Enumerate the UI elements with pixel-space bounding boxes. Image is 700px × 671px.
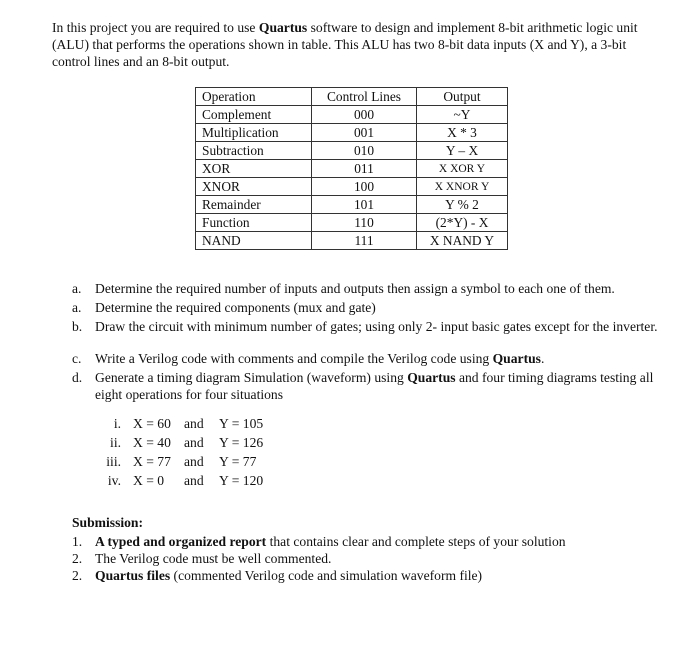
operation-cell: XOR xyxy=(196,160,312,178)
table-header-row xyxy=(196,88,508,106)
output-cell: X NAND Y xyxy=(417,232,508,250)
submission-text xyxy=(95,533,566,550)
task-item xyxy=(72,369,672,403)
operation-cell: Function xyxy=(196,214,312,232)
table-row xyxy=(196,214,508,232)
output-cell: Y – X xyxy=(417,142,508,160)
operation-cell: Complement xyxy=(196,106,312,124)
submission-marker: 1. xyxy=(72,534,83,549)
task-marker: b. xyxy=(72,319,83,334)
table-row xyxy=(196,124,508,142)
task-marker: c. xyxy=(72,351,82,366)
case-x: X = 77 xyxy=(133,454,171,469)
task-text: Determine the required components (mux and gate) xyxy=(95,300,376,315)
task-item xyxy=(72,299,672,316)
case-and: and xyxy=(184,416,204,431)
table-row xyxy=(196,232,508,250)
task-text-end: . xyxy=(540,351,545,366)
case-number: i. xyxy=(113,416,121,431)
test-case xyxy=(96,434,279,453)
table-row xyxy=(196,106,508,124)
task-text-start: Generate a timing diagram Simulation (waveform) using xyxy=(95,370,408,385)
case-x: X = 40 xyxy=(133,435,171,450)
case-number: iii. xyxy=(106,454,121,469)
task-item xyxy=(72,318,672,335)
task-marker: d. xyxy=(72,370,83,385)
case-and: and xyxy=(184,473,204,488)
operation-cell: XNOR xyxy=(196,178,312,196)
task-text-start: Write a Verilog code with comments and compile the Verilog code using xyxy=(95,351,493,366)
control-cell: 011 xyxy=(312,160,417,178)
case-y: Y = 126 xyxy=(219,435,264,450)
task-item xyxy=(72,350,672,367)
case-y: Y = 120 xyxy=(219,473,264,488)
test-case xyxy=(96,415,279,434)
control-cell: 100 xyxy=(312,178,417,196)
case-y: Y = 77 xyxy=(219,454,257,469)
case-x: X = 60 xyxy=(133,416,171,431)
intro-quartus: Quartus xyxy=(258,20,308,35)
output-cell: X XNOR Y xyxy=(417,178,508,196)
control-cell: 010 xyxy=(312,142,417,160)
submission-text xyxy=(95,567,482,584)
task-text: Determine the required number of inputs and outputs then assign a symbol to each one of them. xyxy=(95,281,615,296)
submission-rest: that contains clear and complete steps of your solution xyxy=(266,534,566,549)
case-and: and xyxy=(184,454,204,469)
operation-cell: Remainder xyxy=(196,196,312,214)
test-case xyxy=(96,453,279,472)
header-output: Output xyxy=(417,88,508,106)
submission-marker: 2. xyxy=(72,568,83,583)
submission-marker: 2. xyxy=(72,551,83,566)
case-and: and xyxy=(184,435,204,450)
control-cell: 101 xyxy=(312,196,417,214)
task-text: Draw the circuit with minimum number of gates; using only 2- input basic gates except for the inverter. xyxy=(95,319,658,334)
operations-table xyxy=(195,87,508,250)
submission-rest: (commented Verilog code and simulation waveform file) xyxy=(170,568,483,583)
output-cell: ~Y xyxy=(417,106,508,124)
submission-section xyxy=(72,514,672,584)
case-number: iv. xyxy=(107,473,121,488)
submission-bold: Quartus files xyxy=(95,568,171,583)
table-row xyxy=(196,142,508,160)
task-marker: a. xyxy=(72,281,82,296)
task-list xyxy=(72,280,672,405)
test-cases xyxy=(96,415,279,491)
intro-text-start: In this project you are required to use xyxy=(52,20,259,35)
table-row xyxy=(196,178,508,196)
submission-heading: Submission: xyxy=(72,515,144,530)
submission-text xyxy=(95,550,331,567)
submission-item xyxy=(72,567,672,584)
task-quartus: Quartus xyxy=(407,370,456,385)
submission-item xyxy=(72,550,672,567)
table-row xyxy=(196,196,508,214)
operation-cell: Multiplication xyxy=(196,124,312,142)
task-text xyxy=(95,350,672,367)
intro-paragraph xyxy=(52,19,664,70)
task-quartus: Quartus xyxy=(492,351,541,366)
case-x: X = 0 xyxy=(133,473,165,488)
operation-cell: Subtraction xyxy=(196,142,312,160)
intro-text-end: software to design and implement 8-bit arithmetic logic unit (ALU) that performs the operations shown in table. This ALU has two 8-bit data inputs (X and Y), a 3-bit control lines and an 8-bit output. xyxy=(52,20,638,69)
control-cell: 110 xyxy=(312,214,417,232)
submission-bold: A typed and organized report xyxy=(95,534,267,549)
submission-rest: The Verilog code must be well commented. xyxy=(95,551,332,566)
output-cell: X * 3 xyxy=(417,124,508,142)
submission-item xyxy=(72,533,672,550)
task-marker: a. xyxy=(72,300,82,315)
header-control-lines: Control Lines xyxy=(312,88,417,106)
task-item xyxy=(72,280,672,297)
output-cell: (2*Y) - X xyxy=(417,214,508,232)
task-text-end: and four timing diagrams testing all eight operations for four situations xyxy=(95,370,654,402)
table-row xyxy=(196,160,508,178)
operation-cell: NAND xyxy=(196,232,312,250)
case-number: ii. xyxy=(110,435,121,450)
control-cell: 111 xyxy=(312,232,417,250)
output-cell: Y % 2 xyxy=(417,196,508,214)
case-y: Y = 105 xyxy=(219,416,264,431)
task-text xyxy=(95,369,672,403)
output-cell: X XOR Y xyxy=(417,160,508,178)
header-operation: Operation xyxy=(196,88,312,106)
control-cell: 000 xyxy=(312,106,417,124)
test-case xyxy=(96,472,279,491)
control-cell: 001 xyxy=(312,124,417,142)
